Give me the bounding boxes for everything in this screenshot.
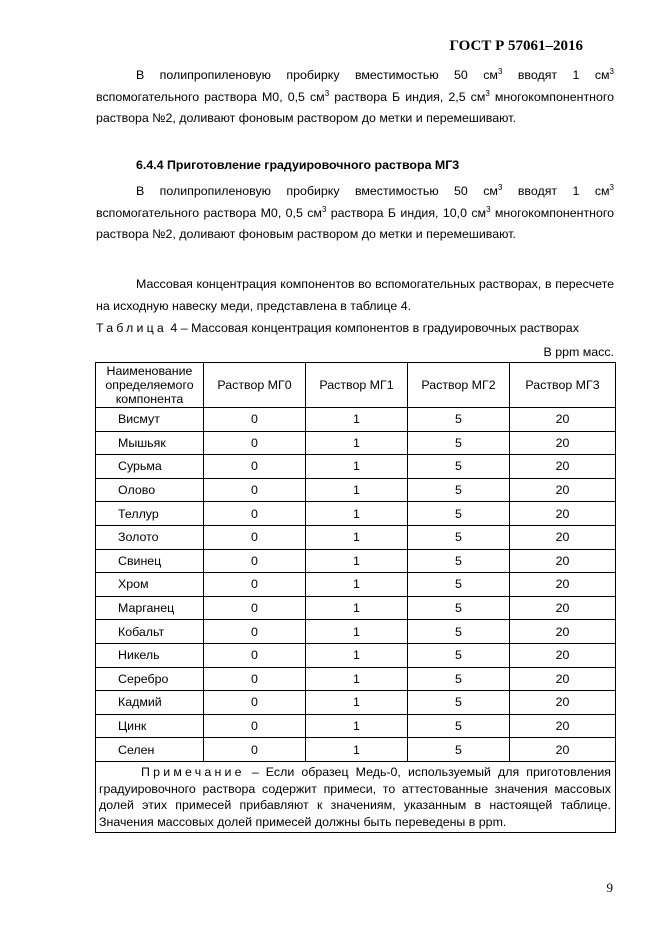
value-cell: 5: [408, 478, 510, 502]
value-cell: 20: [510, 549, 616, 573]
table-note: [96, 761, 616, 832]
header-mg0: Раствор МГ0: [204, 363, 306, 408]
value-cell: 0: [204, 431, 306, 455]
table-row: [96, 620, 616, 644]
value-cell: 0: [204, 667, 306, 691]
table-row: [96, 455, 616, 479]
concentration-table: [95, 362, 616, 833]
component-name-cell: Серебро: [96, 667, 204, 691]
value-cell: 20: [510, 738, 616, 762]
header-mg3: Раствор МГ3: [510, 363, 616, 408]
value-cell: 20: [510, 643, 616, 667]
value-cell: 5: [408, 455, 510, 479]
value-cell: 1: [306, 525, 408, 549]
value-cell: 20: [510, 596, 616, 620]
value-cell: 1: [306, 573, 408, 597]
component-name-cell: Золото: [96, 525, 204, 549]
table-unit: В ppm масс.: [543, 345, 614, 359]
table-row: [96, 714, 616, 738]
value-cell: 0: [204, 502, 306, 526]
value-cell: 1: [306, 549, 408, 573]
value-cell: 20: [510, 620, 616, 644]
component-name-cell: Висмут: [96, 408, 204, 432]
component-name-cell: Селен: [96, 738, 204, 762]
component-name-cell: Мышьяк: [96, 431, 204, 455]
table-body: [96, 408, 616, 762]
value-cell: 1: [306, 455, 408, 479]
component-name-cell: Марганец: [96, 596, 204, 620]
table-row: [96, 738, 616, 762]
component-name-cell: Кадмий: [96, 691, 204, 715]
table-row: [96, 573, 616, 597]
value-cell: 1: [306, 408, 408, 432]
value-cell: 20: [510, 408, 616, 432]
value-cell: 0: [204, 525, 306, 549]
value-cell: 1: [306, 738, 408, 762]
value-cell: 1: [306, 667, 408, 691]
value-cell: 1: [306, 643, 408, 667]
table-row: [96, 478, 616, 502]
table-row: [96, 596, 616, 620]
value-cell: 1: [306, 596, 408, 620]
value-cell: 1: [306, 502, 408, 526]
value-cell: 1: [306, 620, 408, 644]
header-component: Наименование определяемого компонента: [96, 363, 204, 408]
header-mg2: Раствор МГ2: [408, 363, 510, 408]
value-cell: 0: [204, 620, 306, 644]
table-row: [96, 643, 616, 667]
value-cell: 0: [204, 478, 306, 502]
value-cell: 20: [510, 525, 616, 549]
value-cell: 5: [408, 643, 510, 667]
table-caption-text: 4 – Массовая концентрация компонентов в градуировочных растворах: [166, 321, 579, 335]
paragraph-table-intro: Массовая концентрация компонентов во вспомогательных растворах, в пересчете на исходную навеску меди, представлена в таблице 4.: [96, 277, 614, 313]
value-cell: 20: [510, 431, 616, 455]
value-cell: 0: [204, 573, 306, 597]
value-cell: 5: [408, 525, 510, 549]
paragraph-mg3-preparation: В полипропиленовую пробирку вместимостью 50 $см^3$ вводят 1 $см^3$ вспомогательного раствора М0, 0,5 $см^3$ раствора Б индия, 10,0 $см^3$ многокомпонентного раствора №2, доливают фоновым раствором до метки и перемешивают.: [96, 183, 614, 242]
value-cell: 5: [408, 620, 510, 644]
value-cell: 5: [408, 408, 510, 432]
paragraph-mg2-preparation: В полипропиленовую пробирку вместимостью 50 $см^3$ вводят 1 $см^3$ вспомогательного раствора М0, 0,5 $см^3$ раствора Б индия, 2,5 $см^3$ многокомпонентного раствора №2, доливают фоновым раствором до метки и перемешивают.: [96, 67, 614, 126]
table-caption-label: Таблица: [96, 321, 167, 335]
table-row: [96, 525, 616, 549]
table-row: [96, 502, 616, 526]
table-row: [96, 667, 616, 691]
table-row: [96, 431, 616, 455]
value-cell: 0: [204, 596, 306, 620]
component-name-cell: Сурьма: [96, 455, 204, 479]
note-text: – Если образец Медь-0, используемый для приготовления градуировочного раствора содержит примеси, то аттестованные значения массовых долей этих примесей прибавляют к значениям, указанным в настоящей таблице. Значения массовых долей примесей должны быть переведены в ppm.: [99, 764, 611, 829]
table-header-row: [96, 363, 616, 408]
table-note-row: [96, 761, 616, 832]
component-name-cell: Хром: [96, 573, 204, 597]
value-cell: 5: [408, 691, 510, 715]
value-cell: 0: [204, 738, 306, 762]
component-name-cell: Кобальт: [96, 620, 204, 644]
value-cell: 1: [306, 714, 408, 738]
value-cell: 20: [510, 714, 616, 738]
component-name-cell: Олово: [96, 478, 204, 502]
value-cell: 20: [510, 691, 616, 715]
value-cell: 5: [408, 502, 510, 526]
value-cell: 1: [306, 431, 408, 455]
value-cell: 5: [408, 549, 510, 573]
table-row: [96, 408, 616, 432]
value-cell: 1: [306, 478, 408, 502]
component-name-cell: Теллур: [96, 502, 204, 526]
value-cell: 0: [204, 643, 306, 667]
value-cell: 5: [408, 738, 510, 762]
value-cell: 20: [510, 455, 616, 479]
table-caption: [96, 321, 614, 335]
section-title: 6.4.4 Приготовление градуировочного раствора МГ3: [136, 158, 460, 172]
value-cell: 20: [510, 667, 616, 691]
document-number: ГОСТ Р 57061–2016: [449, 38, 583, 54]
value-cell: 20: [510, 502, 616, 526]
header-mg1: Раствор МГ1: [306, 363, 408, 408]
value-cell: 5: [408, 573, 510, 597]
value-cell: 20: [510, 573, 616, 597]
value-cell: 5: [408, 596, 510, 620]
component-name-cell: Цинк: [96, 714, 204, 738]
value-cell: 0: [204, 714, 306, 738]
table-row: [96, 691, 616, 715]
component-name-cell: Свинец: [96, 549, 204, 573]
value-cell: 5: [408, 667, 510, 691]
component-name-cell: Никель: [96, 643, 204, 667]
value-cell: 0: [204, 455, 306, 479]
value-cell: 0: [204, 691, 306, 715]
value-cell: 5: [408, 431, 510, 455]
table-row: [96, 549, 616, 573]
value-cell: 0: [204, 408, 306, 432]
value-cell: 5: [408, 714, 510, 738]
value-cell: 1: [306, 691, 408, 715]
value-cell: 0: [204, 549, 306, 573]
note-label: Примечание: [141, 764, 245, 779]
page-number: 9: [606, 880, 613, 895]
value-cell: 20: [510, 478, 616, 502]
